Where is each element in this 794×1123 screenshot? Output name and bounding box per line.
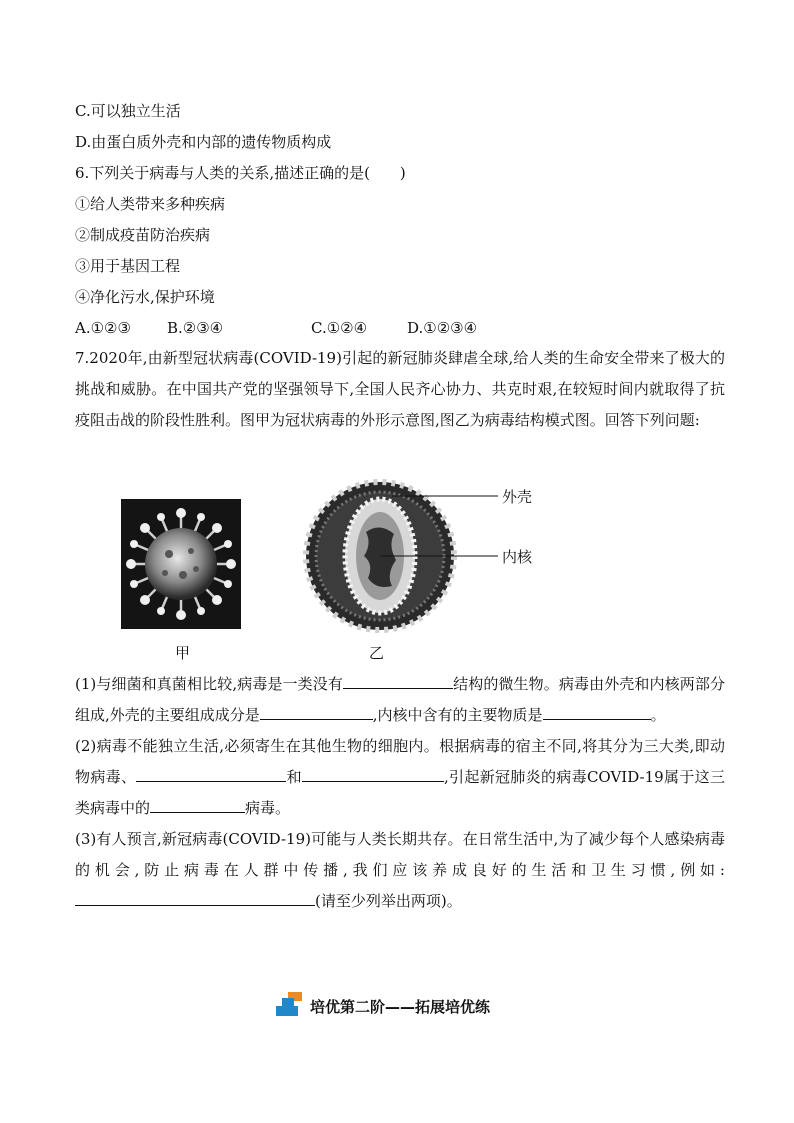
q7-part-2-text-a: (2)病毒不能独立生活,必须寄生在其他生物的细胞内。根据病毒的宿主不同,将其分为三大类,即动物病毒、: [75, 737, 725, 786]
q7-part-1: [75, 669, 725, 731]
answer-blank-7[interactable]: [75, 889, 315, 906]
q6-item-1: ①给人类带来多种疾病: [75, 195, 226, 213]
q6-item-3: ③用于基因工程: [75, 257, 181, 275]
q6-option-b: B.②③④: [167, 319, 224, 337]
label-shell: 外壳: [502, 488, 533, 506]
q6-item-4: ④净化污水,保护环境: [75, 288, 215, 306]
q7-part-2: [75, 731, 725, 824]
q7-part-3-text-a: (3)有人预言,新冠病毒(COVID-19)可能与人类长期共存。在日常生活中,为了减少每个人感染病毒的机会,防止病毒在人群中传播,我们应该养成良好的生活和卫生习惯,例如:: [75, 830, 725, 879]
virus-structure-diagram: [300, 472, 510, 636]
q7-part-2-text-b: 和: [286, 768, 302, 786]
q7-part-1-text-a: (1)与细菌和真菌相比较,病毒是一类没有: [75, 675, 343, 693]
q7-part-3-text-b: (请至少列举出两项)。: [315, 892, 462, 910]
answer-blank-6[interactable]: [150, 796, 245, 813]
q7-part-1-text-c: ,内核中含有的主要物质是: [372, 706, 543, 724]
q7-part-2-text-d: 病毒。: [245, 799, 291, 817]
section-title: 培优第二阶——拓展培优练: [310, 998, 491, 1016]
answer-blank-5[interactable]: [302, 765, 444, 782]
q6-option-d: D.①②③④: [407, 319, 478, 337]
q6-stem: 6.下列关于病毒与人类的关系,描述正确的是( ): [75, 164, 406, 182]
answer-blank-2[interactable]: [260, 703, 373, 720]
q6-item-2: ②制成疫苗防治疾病: [75, 226, 211, 244]
label-core: 内核: [502, 548, 533, 566]
q6-option-c: C.①②④: [311, 319, 368, 337]
q6-option-a: A.①②③: [75, 319, 131, 337]
caption-b: 乙: [369, 644, 385, 662]
caption-a: 甲: [175, 644, 191, 662]
q7-part-1-text-b: 结构的微生物。病毒由外壳和内核两部分组成,外壳的主要组成成分是: [75, 675, 725, 724]
answer-blank-1[interactable]: [343, 672, 453, 689]
section-banner-icon: [276, 992, 308, 1020]
q7-part-1-text-d: 。: [650, 706, 666, 724]
answer-blank-4[interactable]: [136, 765, 286, 782]
q7-part-2-text-c: ,引起新冠肺炎的病毒COVID-19属于这三类病毒中的: [75, 768, 725, 817]
q5-option-d: D.由蛋白质外壳和内部的遗传物质构成: [75, 133, 332, 151]
coronavirus-photo: [121, 499, 241, 629]
q7-part-3: [75, 824, 725, 917]
q5-option-c: C.可以独立生活: [75, 102, 181, 120]
q7-stem: 7.2020年,由新型冠状病毒(COVID-19)引起的新冠肺炎肆虐全球,给人类的生命安全带来了极大的挑战和威胁。在中国共产党的坚强领导下,全国人民齐心协力、共克时艰,在较短时间内就取得了抗疫阻击战的阶段性胜利。图甲为冠状病毒的外形示意图,图乙为病毒结构模式图。回答下列问题:: [75, 349, 725, 429]
answer-blank-3[interactable]: [543, 703, 651, 720]
